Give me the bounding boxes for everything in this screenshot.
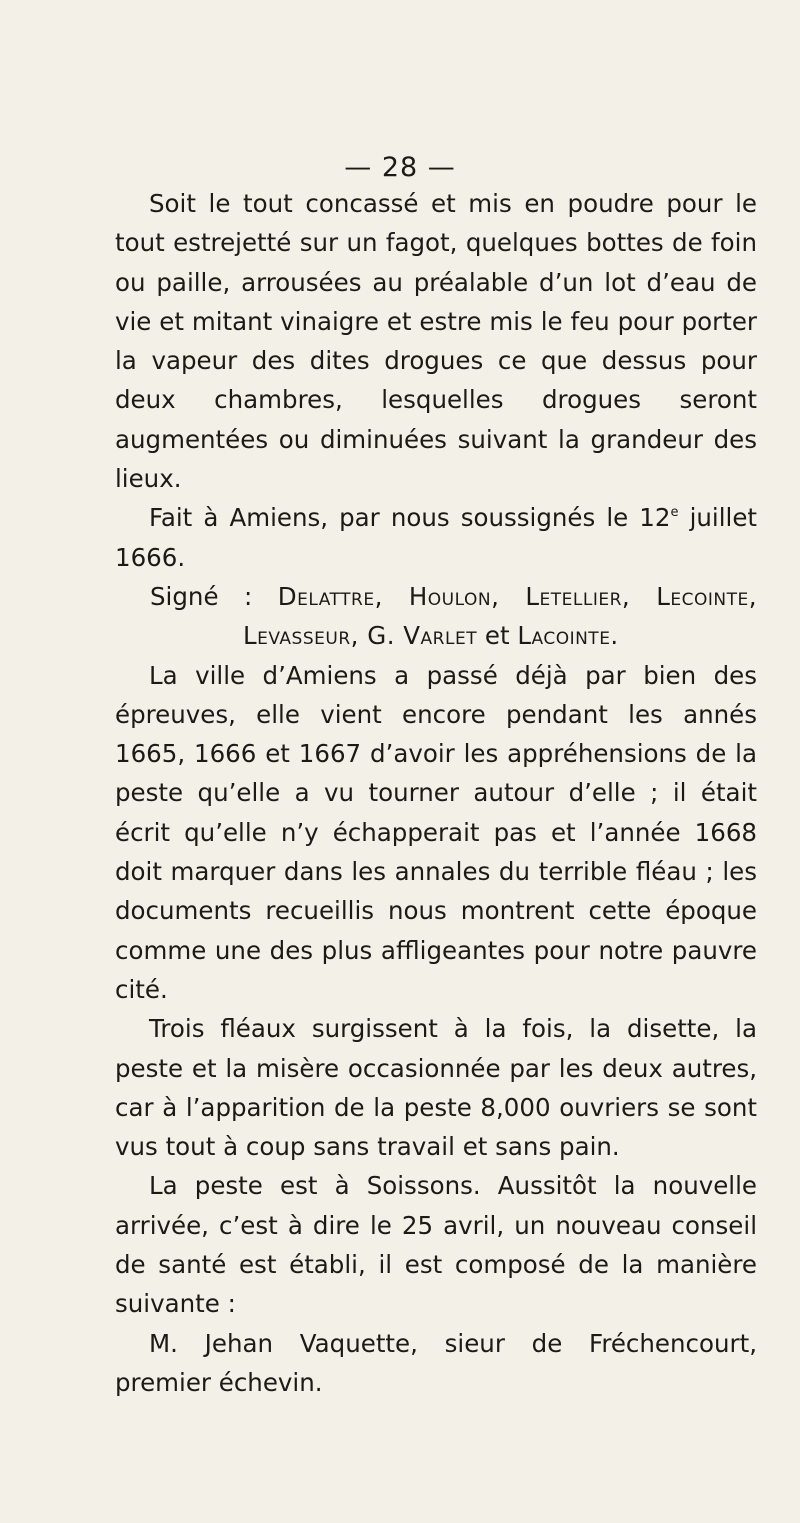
paragraph-soissons: La peste est à Soissons. Aussitôt la nouvelle arrivée, c’est à dire le 25 avril, un nouveau conseil de santé est établi, il est composé de la manière suivante :	[115, 1171, 757, 1319]
signatory-names: Delattre, Houlon, Letellier, Lecointe, Levasseur, G. Varlet	[243, 581, 757, 651]
paragraph-recipe: Soit le tout concassé et mis en poudre pour le tout estrejetté sur un fagot, quelques bottes de foin ou paille, arrousées au préalable d’un lot d’eau de vie et mitant vinaigre et estre mis le feu pour porter la vapeur des dites drogues ce que dessus pour deux chambres, lesquelles drogues seront augmentées ou diminuées suivant la grandeur des lieux.	[115, 189, 757, 494]
page-number: — 28 —	[344, 152, 456, 183]
paragraph-vaquette: M. Jehan Vaquette, sieur de Fréchencourt, premier échevin.	[115, 1328, 757, 1397]
body-text	[115, 184, 757, 1402]
date-text-end: juillet 1666.	[115, 503, 757, 572]
signature-label: Signé :	[150, 581, 278, 611]
ordinal-superscript: e	[670, 505, 679, 521]
date-text: Fait à Amiens, par nous soussignés le 12	[149, 503, 671, 533]
signature-conjunction: et	[477, 621, 518, 651]
paragraph-date	[115, 498, 757, 577]
paragraph-fleaux: Trois fléaux surgissent à la fois, la disette, la peste et la misère occasionnée par les deux autres, car à l’apparition de la peste 8,000 ouvriers se sont vus tout à coup sans travail et sans pain.	[115, 1014, 757, 1162]
signatory-last: Lacointe.	[517, 621, 619, 651]
signature-block	[115, 577, 757, 656]
paragraph-amiens: La ville d’Amiens a passé déjà par bien des épreuves, elle vient encore pendant les annés 1665, 1666 et 1667 d’avoir les appréhensions de la peste qu’elle a vu tourner autour d’elle ; il était écrit qu’elle n’y échapperait pas et l’année 1668 doit marquer dans les annales du terrible fléau ; les documents recueillis nous montrent cette époque comme une des plus affligeantes pour notre pauvre cité.	[115, 660, 757, 1004]
